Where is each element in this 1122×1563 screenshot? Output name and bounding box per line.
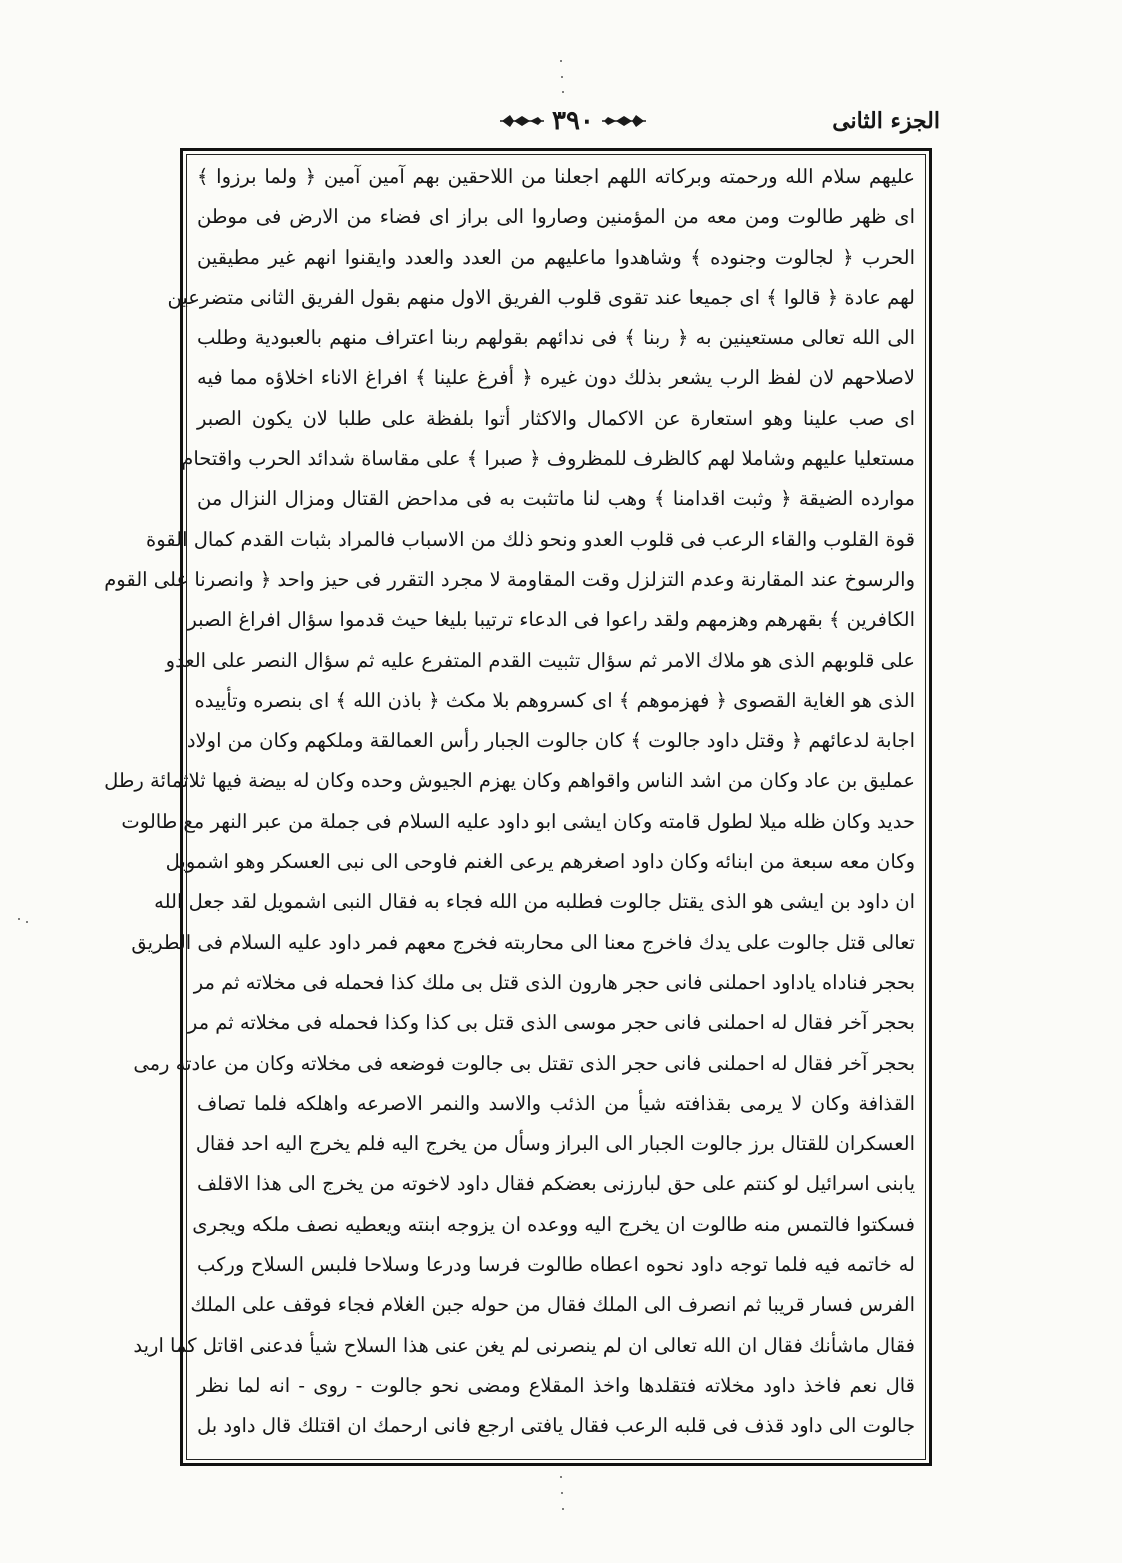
scan-speck [560, 1476, 562, 1478]
text-line: الفرس فسار قريبا ثم انصرف الى الملك فقال من حوله جبن الغلام فجاء فوقف على الملك [190, 1293, 915, 1317]
right-ornament-icon [602, 111, 646, 131]
scan-speck [26, 921, 28, 923]
text-line: وكان معه سبعة من ابنائه وكان داود اصغرهم يرعى الغنم فاوحى الى نبى العسكر وهو اشمويل [165, 850, 915, 874]
text-line: العسكران للقتال برز جالوت الجبار الى البراز وسأل من يخرج اليه فلم يخرج اليه احد فقال [195, 1132, 915, 1156]
text-line: موارده الضيقة ﴿ وثبت اقدامنا ﴾ وهب لنا ماتثبت به فى مداحض القتال ومزال النزال من [197, 487, 915, 511]
text-line: حديد وكان ظله ميلا لطول قامته وكان ايشى ابو داود عليه السلام فى جملة من عبر النهر مع طالوت [121, 809, 915, 833]
text-line: يابنى اسرائيل لو كنتم على حق لبارزنى بعضكم فقال داود لاخوته من يخرج الى هذا الاقلف [197, 1172, 915, 1196]
text-line: اى ظهر طالوت ومن معه من المؤمنين وصاروا الى براز اى فضاء من الارض فى موطن [197, 205, 915, 229]
text-line: مستعليا عليهم وشاملا لهم كالظرف للمظروف ﴿ صبرا ﴾ على مقاساة شدائد الحرب واقتحام [181, 447, 915, 471]
text-line: له خاتمه فيه فلما توجه داود نحوه اعطاه طالوت فرسا ودرعا وسلاحا فلبس السلاح وركب [197, 1253, 915, 1277]
text-line: اى صب علينا وهو استعارة عن الاكمال والاكثار أتوا بلفظة على طلبا لان يكون الصبر [197, 406, 915, 430]
text-line: ان داود بن ايشى هو الذى يقتل جالوت فطلبه من الله فجاء به فقال النبى اشمويل لقد جعل الله [154, 890, 915, 914]
text-line: جالوت الى داود قذف فى قلبه الرعب فقال يافتى ارجع فانى ارحمك ان اقتلك قال داود بل [197, 1414, 915, 1438]
text-line: قال نعم فاخذ داود مخلاته فتقلدها واخذ المقلاع ومضى نحو جالوت - روى - انه لما نظر [197, 1373, 915, 1397]
text-line: بحجر فناداه ياداود احملنى فانى حجر هارون الذى قتل بى ملك كذا فحمله فى مخلاته ثم مر [193, 970, 915, 994]
text-line: الحرب ﴿ لجالوت وجنوده ﴾ وشاهدوا ماعليهم من العدد والعدد وايقنوا انهم غير مطيقين [197, 245, 915, 269]
text-line: الى الله تعالى مستعينين به ﴿ ربنا ﴾ فى ندائهم بقولهم ربنا اعتراف منهم بالعبودية وطلب [197, 326, 915, 350]
page-number-group [500, 106, 646, 136]
text-line: اجابة لدعائهم ﴿ وقتل داود جالوت ﴾ كان جالوت الجبار رأس العمالقة وملكهم وكان من اولاد [186, 729, 915, 753]
scan-speck [561, 1492, 563, 1494]
left-ornament-icon [500, 111, 544, 131]
text-line: فقال ماشأنك فقال ان الله تعالى ان لم ينصرنى لم يغن عنى هذا السلاح شيأ فدعنى اقاتل كما اريد [133, 1333, 915, 1357]
text-line: والرسوخ عند المقارنة وعدم التزلزل وقت المقاومة لا مجرد التقرر فى حيز واحد ﴿ وانصرنا على القوم [104, 567, 915, 591]
text-line: تعالى قتل جالوت على يدك فاخرج معنا الى محاربته فخرج معهم فمر داود عليه السلام فى الطريق [131, 930, 915, 954]
text-line: القذافة وكان لا يرمى بقذافته شيأ من الذئب والاسد والنمر الاصرعه واهلكه فلما تصاف [197, 1091, 915, 1115]
text-body [104, 157, 915, 1457]
text-line: قوة القلوب والقاء الرعب فى قلوب العدو ونحو ذلك من الاسباب فالمراد بثبات القدم كمال القوة [145, 527, 915, 551]
text-line: بحجر آخر فقال له احملنى فانى حجر الذى تقتل بى جالوت فوضعه فى مخلاته وكان من عادته رمى [133, 1051, 915, 1075]
text-line: الكافرين ﴾ بقهرهم وهزمهم ولقد راعوا فى الدعاء ترتيبا بليغا حيث قدموا سؤال افراغ الصبر [187, 608, 915, 632]
text-line: لهم عادة ﴿ قالوا ﴾ اى جميعا عند تقوى قلوب الفريق الاول منهم بقول الفريق الثانى متضرعين [167, 285, 915, 309]
text-line: لاصلاحهم لان لفظ الرب يشعر بذلك دون غيره ﴿ أفرغ علينا ﴾ افراغ الاناء اخلاؤه مما فيه [197, 366, 915, 390]
scan-speck [18, 918, 20, 920]
text-line: الذى هو الغاية القصوى ﴿ فهزموهم ﴾ اى كسروهم بلا مكث ﴿ باذن الله ﴾ اى بنصره وتأييده [194, 688, 915, 712]
scan-speck [560, 60, 562, 62]
page-header [180, 104, 940, 144]
scan-speck [562, 1508, 564, 1510]
page-number: ٣٩٠ [552, 106, 594, 136]
volume-title: الجزء الثانى [832, 108, 940, 134]
text-line: على قلوبهم الذى هو ملاك الامر ثم سؤال تثبيت القدم المتفرع عليه ثم سؤال النصر على العدو [165, 648, 915, 672]
scan-speck [561, 76, 563, 78]
text-line: بحجر آخر فقال له احملنى فانى حجر موسى الذى قتل بى كذا وكذا فحمله فى مخلاته ثم مر [187, 1011, 915, 1035]
text-line: عليهم سلام الله ورحمته وبركاته اللهم اجعلنا من اللاحقين بهم آمين آمين ﴿ ولما برزوا ﴾ [197, 165, 915, 188]
text-line: عمليق بن عاد وكان من اشد الناس واقواهم وكان يهزم الجيوش وحده وكان له بيضة فيها ثلاثمائة رطل [104, 769, 915, 793]
text-line: فسكتوا فالتمس منه طالوت ان يخرج اليه ووعده ان يزوجه ابنته ويعطيه نصف ملكه ويجرى [192, 1212, 915, 1236]
text-frame [104, 148, 932, 1466]
scan-speck [562, 91, 564, 93]
